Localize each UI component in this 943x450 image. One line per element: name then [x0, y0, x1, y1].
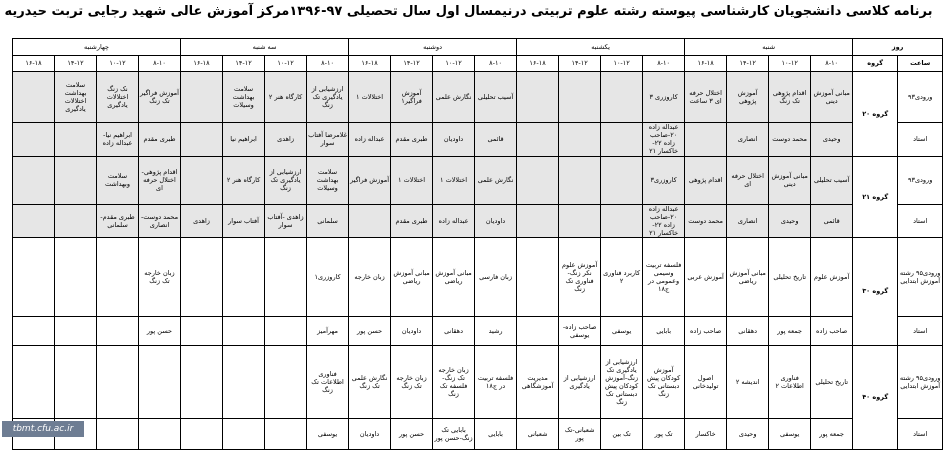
schedule-cell [223, 419, 265, 450]
time-slot: ۸-۱۰ [307, 56, 349, 72]
watermark: tbmt.cfu.ac.ir [2, 421, 84, 437]
schedule-cell: نگارش علمی تک زنگ [349, 346, 391, 419]
schedule-cell: فلسفه تربیت وسیمی وعمومی در ج۱۸ [643, 238, 685, 317]
schedule-cell: بابایی تک زنگ-حسن پور [433, 419, 475, 450]
schedule-cell [13, 317, 55, 346]
schedule-cell [265, 419, 307, 450]
schedule-cell: آسیب تحلیلی [811, 156, 853, 204]
schedule-cell [181, 419, 223, 450]
schedule-cell: وحیدی [769, 204, 811, 238]
schedule-cell [517, 123, 559, 157]
schedule-cell [13, 72, 55, 123]
schedule-row [13, 238, 943, 317]
schedule-cell: تاریخ تحلیلی [769, 238, 811, 317]
schedule-cell: زبان خارجه تک زنگ-فلسفه تک زنگ [433, 346, 475, 419]
schedule-cell: اقدام پژوهی تک زنگ [769, 72, 811, 123]
schedule-cell: بابایی [643, 317, 685, 346]
schedule-cell: مهرآمیز [307, 317, 349, 346]
schedule-cell: زبان خارجه تک زنگ [139, 238, 181, 317]
time-slot: ۸-۱۰ [139, 56, 181, 72]
schedule-row [13, 123, 943, 157]
schedule-cell: مبانی آموزش ریاضی [391, 238, 433, 317]
time-slot: ۸-۱۰ [475, 56, 517, 72]
schedule-cell: جمعه پور [811, 419, 853, 450]
time-slot: ۱۴-۱۲ [559, 56, 601, 72]
time-slot: ۱۶-۱۸ [349, 56, 391, 72]
schedule-cell: حسن پور [139, 317, 181, 346]
schedule-cell [13, 156, 55, 204]
schedule-cell: تک پور [643, 419, 685, 450]
day-header: شنبه [685, 39, 853, 56]
schedule-cell: اختلال حرفه ای ۳ ساعت [685, 72, 727, 123]
schedule-cell [559, 156, 601, 204]
entry-label: ورودی۹۵ رشته آموزش ابتدایی [898, 346, 943, 419]
schedule-cell [517, 204, 559, 238]
time-slot: ۱۴-۱۲ [727, 56, 769, 72]
schedule-cell [181, 346, 223, 419]
schedule-cell [139, 419, 181, 450]
schedule-cell: طبری مقدم- سلمانی [97, 204, 139, 238]
schedule-cell: ابراهیم نیا [223, 123, 265, 157]
schedule-cell [517, 72, 559, 123]
schedule-cell: طبری مقدم [391, 123, 433, 157]
schedule-cell [97, 419, 139, 450]
schedule-cell: دهقانی [433, 317, 475, 346]
schedule-cell: طبری مقدم [139, 123, 181, 157]
schedule-cell: شعبانی [517, 419, 559, 450]
schedule-cell [223, 346, 265, 419]
schedule-cell: صاحب زاده- یوسفی [559, 317, 601, 346]
schedule-cell: طبری مقدم [391, 204, 433, 238]
schedule-cell [559, 123, 601, 157]
schedule-cell: آموزش پژوهی [727, 72, 769, 123]
group-label: گروه ۴۰ [853, 346, 898, 450]
schedule-cell: عبداله زاده [433, 204, 475, 238]
schedule-cell: آموزش کودکان پیش دبستانی تک زنگ [643, 346, 685, 419]
day-header: سه شنبه [181, 39, 349, 56]
schedule-cell: آموزش علوم [811, 238, 853, 317]
schedule-cell: محمد دوست- انصاری [139, 204, 181, 238]
schedule-cell [517, 317, 559, 346]
schedule-cell: زبان خارجه [349, 238, 391, 317]
schedule-cell: زبان فارسی [475, 238, 517, 317]
schedule-cell: آسیب تحلیلی [475, 72, 517, 123]
schedule-cell: زاهدی [181, 204, 223, 238]
schedule-cell [55, 156, 97, 204]
schedule-cell: داودیان [475, 204, 517, 238]
schedule-cell: کاروزری۱ [307, 238, 349, 317]
schedule-cell [265, 238, 307, 317]
schedule-cell: مدیریت آموزشگاهی [517, 346, 559, 419]
time-slot: ۱۴-۱۲ [391, 56, 433, 72]
schedule-cell: داودیان [349, 419, 391, 450]
time-slot: ۱۴-۱۲ [55, 56, 97, 72]
schedule-cell: صاحب زاده [685, 317, 727, 346]
time-slot: ۱۰-۱۲ [769, 56, 811, 72]
time-slot-row [13, 56, 943, 72]
schedule-cell: مبانی آموزش ریاضی [727, 238, 769, 317]
entry-label: استاد [898, 123, 943, 157]
day-header: چهارشنبه [13, 39, 181, 56]
schedule-cell: جمعه پور [769, 317, 811, 346]
schedule-cell [181, 72, 223, 123]
schedule-cell: کارگاه هنر ۲ [265, 72, 307, 123]
group-label: گروه [853, 56, 898, 72]
schedule-cell: مبانی آموزش دینی [811, 72, 853, 123]
schedule-cell: آموزش فراگیر۱ [391, 72, 433, 123]
time-label: ساعت [898, 56, 943, 72]
schedule-cell: قائمی [811, 204, 853, 238]
schedule-cell: عبداله زاده [349, 123, 391, 157]
schedule-cell: ابراهیم نیا- عبداله زاده [97, 123, 139, 157]
entry-label: استاد [898, 204, 943, 238]
schedule-cell: وحیدی [727, 419, 769, 450]
group-label: گروه ۲۱ [853, 156, 898, 238]
schedule-cell [517, 238, 559, 317]
day-header: دوشنبه [349, 39, 517, 56]
schedule-cell: نگارش علمی [475, 156, 517, 204]
schedule-cell: کاربرد فناوری ۲ [601, 238, 643, 317]
schedule-cell: زبان خارجه تک زنگ [391, 346, 433, 419]
schedule-cell: اقدام پژوهی- اختلال حرفه ای [139, 156, 181, 204]
day-header: یکشنبه [517, 39, 685, 56]
schedule-cell: ارزشیابی از یادگیری تک زنگ [265, 156, 307, 204]
schedule-cell [55, 346, 97, 419]
schedule-cell: کارگاه هنر ۲ [223, 156, 265, 204]
schedule-cell [97, 346, 139, 419]
schedule-cell: شعبانی-تک پور [559, 419, 601, 450]
schedule-cell [55, 238, 97, 317]
schedule-cell [181, 123, 223, 157]
time-slot: ۱۰-۱۲ [433, 56, 475, 72]
schedule-cell: اختلال حرفه ای [727, 156, 769, 204]
schedule-cell [55, 204, 97, 238]
schedule-cell [601, 204, 643, 238]
schedule-cell: انصاری [727, 204, 769, 238]
schedule-cell: عبداله زاده ۲۰-صاحب زاده ۲۲-خاکسار ۲۱ [643, 123, 685, 157]
schedule-row [13, 317, 943, 346]
group-label: گروه ۲۰ [853, 72, 898, 157]
schedule-cell: مبانی آموزش ریاضی [433, 238, 475, 317]
schedule-cell [55, 123, 97, 157]
schedule-cell: آموزش علوم نکر زنگ- فناوری تک زنگ [559, 238, 601, 317]
schedule-row [13, 346, 943, 419]
schedule-cell: داودیان [391, 317, 433, 346]
entry-label: استاد [898, 317, 943, 346]
schedule-cell [13, 346, 55, 419]
schedule-cell [685, 123, 727, 157]
schedule-cell [181, 317, 223, 346]
time-slot: ۱۶-۱۸ [517, 56, 559, 72]
schedule-cell [601, 72, 643, 123]
schedule-cell: دهقانی [727, 317, 769, 346]
schedule-cell [349, 204, 391, 238]
time-slot: ۱۶-۱۸ [13, 56, 55, 72]
time-slot: ۱۶-۱۸ [685, 56, 727, 72]
schedule-cell: خاکسار [685, 419, 727, 450]
schedule-cell [97, 238, 139, 317]
schedule-cell [139, 346, 181, 419]
schedule-cell: حسن پور [349, 317, 391, 346]
schedule-cell: نگارش علمی [433, 72, 475, 123]
time-slot: ۸-۱۰ [811, 56, 853, 72]
schedule-row [13, 204, 943, 238]
schedule-row [13, 72, 943, 123]
schedule-cell: مبانی آموزش دینی [769, 156, 811, 204]
schedule-cell [13, 123, 55, 157]
schedule-cell: سلامت بهداشت اختلالات یادگیری [55, 72, 97, 123]
schedule-cell: ارزشیابی از یادگیری تک زنگ-آموزش کودکان پیش دبستانی تک زنگ [601, 346, 643, 419]
day-header-row [13, 39, 943, 56]
schedule-cell: صاحب زاده [811, 317, 853, 346]
schedule-cell: فلسفه تربیت در ج۱۸ [475, 346, 517, 419]
schedule-cell: ارزشیابی از یادگیری [559, 346, 601, 419]
schedule-cell: آموزش عربی [685, 238, 727, 317]
page-title: برنامه کلاسی دانشجویان کارشناسی پیوسته رشته علوم تربیتی درنیمسال اول سال تحصیلی ۹۷-۱۳۹۶مرکز آموزش عالی شهید رجایی تربت حیدریه [4, 4, 933, 19]
schedule-cell [223, 317, 265, 346]
schedule-table [12, 38, 943, 450]
time-slot: ۱۴-۱۲ [223, 56, 265, 72]
schedule-cell: یوسفی [601, 317, 643, 346]
schedule-cell: اختلالات ۱ [391, 156, 433, 204]
time-slot: ۱۰-۱۲ [601, 56, 643, 72]
schedule-cell: غلامرضا آفتاب سوار [307, 123, 349, 157]
schedule-row [13, 419, 943, 450]
schedule-cell [601, 156, 643, 204]
schedule-cell: آموزش فراگیر تک زنگ [139, 72, 181, 123]
schedule-cell [13, 204, 55, 238]
schedule-cell: کاروزری۳ [643, 156, 685, 204]
schedule-cell: تاریخ تحلیلی [811, 346, 853, 419]
schedule-cell [181, 156, 223, 204]
schedule-cell: ارزشیابی از یادگیری تک زنگ [307, 72, 349, 123]
schedule-cell: سلامت بهداشت وسیلات [307, 156, 349, 204]
schedule-cell: داودیان [433, 123, 475, 157]
schedule-cell: حسن پور [391, 419, 433, 450]
schedule-cell: آموزش فراگیر [349, 156, 391, 204]
schedule-cell: عبداله زاده ۲۰-صاحب زاده ۲۲-خاکسار ۲۱ [643, 204, 685, 238]
schedule-cell: یوسفی [769, 419, 811, 450]
schedule-cell: فناوری اطلاعات ۲ [769, 346, 811, 419]
schedule-cell: انصاری [727, 123, 769, 157]
entry-label: ورودی۹۳ [898, 72, 943, 123]
entry-label: استاد [898, 419, 943, 450]
schedule-cell [601, 123, 643, 157]
schedule-cell: محمد دوست [685, 204, 727, 238]
entry-label: ورودی۹۵ رشته آموزش ابتدایی [898, 238, 943, 317]
schedule-cell [97, 317, 139, 346]
schedule-cell: سلمانی [307, 204, 349, 238]
time-slot: ۱۰-۱۲ [97, 56, 139, 72]
time-slot: ۱۶-۱۸ [181, 56, 223, 72]
schedule-cell: اصول تولیدخانی [685, 346, 727, 419]
schedule-cell [55, 317, 97, 346]
schedule-cell: وحیدی [811, 123, 853, 157]
schedule-cell [223, 238, 265, 317]
schedule-cell [265, 317, 307, 346]
schedule-cell: قائمی [475, 123, 517, 157]
schedule-cell: کاروزری ۳ [643, 72, 685, 123]
time-slot: ۸-۱۰ [643, 56, 685, 72]
schedule-cell [13, 238, 55, 317]
schedule-cell: سلامت بهداشت وسیلات [223, 72, 265, 123]
schedule-cell: نک زنگ اختلالات یادگیری [97, 72, 139, 123]
schedule-cell: تک بین [601, 419, 643, 450]
schedule-cell: زاهدی -آفتاب سوار [265, 204, 307, 238]
schedule-cell: اختلالات ۱ [433, 156, 475, 204]
schedule-cell [559, 72, 601, 123]
schedule-cell: سلامت وبهداشت [97, 156, 139, 204]
schedule-cell: بابایی [475, 419, 517, 450]
schedule-cell [265, 346, 307, 419]
day-label: روز [853, 39, 943, 56]
schedule-cell: فناوری اطلاعات تک زنگ [307, 346, 349, 419]
schedule-cell [559, 204, 601, 238]
schedule-cell: آفتاب سوار [223, 204, 265, 238]
schedule-cell: محمد دوست [769, 123, 811, 157]
schedule-cell: اندیشه ۲ [727, 346, 769, 419]
schedule-cell [517, 156, 559, 204]
schedule-cell: اقدام پژوهی [685, 156, 727, 204]
group-label: گروه ۳۰ [853, 238, 898, 346]
schedule-cell: رشید [475, 317, 517, 346]
entry-label: ورودی۹۳ [898, 156, 943, 204]
schedule-cell [181, 238, 223, 317]
schedule-cell: اختلالات ۱ [349, 72, 391, 123]
schedule-row [13, 156, 943, 204]
schedule-cell: یوسفی [307, 419, 349, 450]
time-slot: ۱۰-۱۲ [265, 56, 307, 72]
schedule-cell: زاهدی [265, 123, 307, 157]
